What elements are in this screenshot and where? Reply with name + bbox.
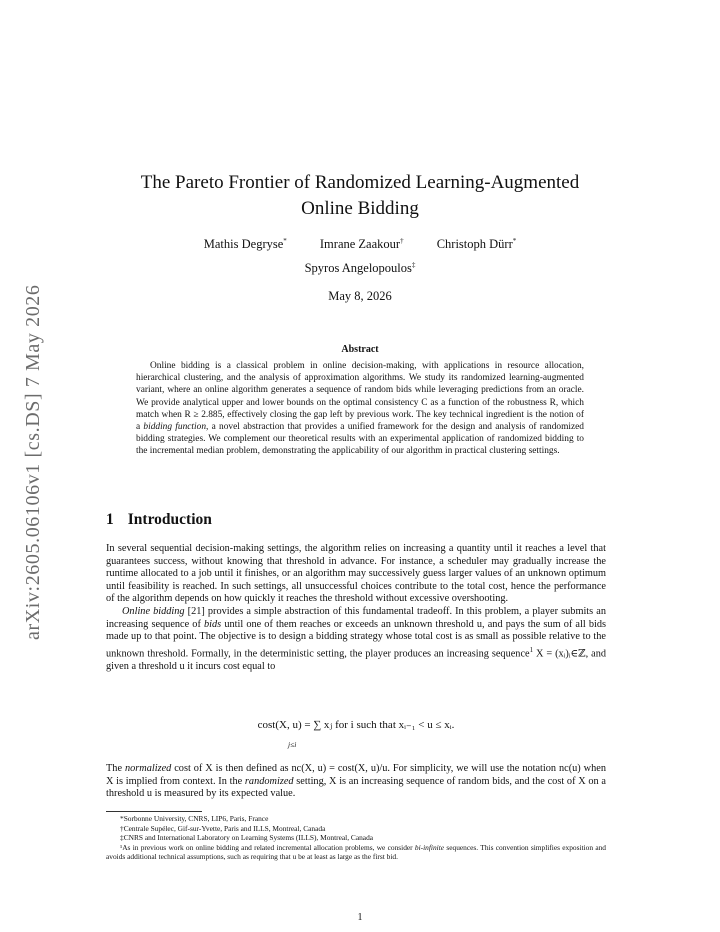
author-3: Christoph Dürr* <box>436 237 517 252</box>
abstract-text: Online bidding is a classical problem in online decision-making, with applications in resource allocation, hierarchical clustering, and the analysis of approximation algorithms. We study its randomized learning-augmented variant, where an online algorithm generates a sequence of random bids while leveraging predictions from an oracle. We provide analytical upper and lower bounds on the optimal consistency C as a function of the robustness R, which match when R ≥ 2.885, effectively closing the gap left by previous work. The key technical ingredient is the notion of a bidding function, a novel abstraction that provides a unified framework for the design and analysis of randomized bidding strategies. We complement our theoretical results with an experimental application of randomized bidding to the incremental median problem, demonstrating the applicability of our algorithm in practical clustering settings. <box>136 361 584 457</box>
footnote-affiliation-2: †Centrale Supélec, Gif-sur-Yvette, Paris and ILLS, Montreal, Canada <box>120 823 326 833</box>
paper-date: May 8, 2026 <box>328 289 392 303</box>
footnote-affiliation-3: ‡CNRS and International Laboratory on Learning Systems (ILLS), Montreal, Canada <box>120 833 374 843</box>
author-1: Mathis Degryse* <box>203 237 287 252</box>
equation-subscript: j≤i <box>288 740 297 749</box>
title-line-2: Online Bidding <box>301 198 419 219</box>
author-row-1 <box>100 237 620 252</box>
page-number: 1 <box>357 912 363 923</box>
title-line-1: The Pareto Frontier of Randomized Learning-Augmented <box>140 172 580 193</box>
footnote-1: ¹As in previous work on online bidding and related incremental allocation problems, we consider bi-infinite sequences. This convention simplifies exposition and avoids additional technical assumptions, such as requiring that u be at least as large as the first bid. <box>106 842 606 862</box>
section-heading <box>106 511 212 529</box>
footnotes <box>106 814 606 862</box>
author-2: Imrane Zaakour† <box>319 237 404 252</box>
footnote-affiliation-1: *Sorbonne University, CNRS, LIP6, Paris, France <box>120 814 269 823</box>
footnote-rule <box>106 811 202 812</box>
intro-body <box>106 543 606 673</box>
author-4: Spyros Angelopoulos‡ <box>304 261 416 276</box>
section-number: 1 <box>106 511 114 528</box>
author-row-2 <box>100 261 620 276</box>
paper-title <box>100 170 620 222</box>
cost-equation: cost(X, u) = ∑ xⱼ for i such that xᵢ₋₁ < u ≤ xᵢ. <box>257 719 455 731</box>
abstract-heading: Abstract <box>341 344 379 355</box>
arxiv-identifier: arXiv:2605.06106v1 [cs.DS] 7 May 2026 <box>22 284 44 640</box>
paragraph-2: Online bidding [21] provides a simple abstraction of this fundamental tradeoff. In this problem, a player submits an increasing sequence of bids until one of them reaches or exceeds an unknown threshold u, and pays the sum of all bids made up to that point. The objective is to design a bidding strategy whose total cost is as small as possible relative to the unknown threshold. Formally, in the deterministic setting, the player produces an increasing sequence$^1$ X = (xᵢ)ᵢ∈ℤ, and given a threshold u it incurs cost equal to <box>106 605 606 672</box>
paragraph-3: The normalized cost of X is then defined as nc(X, u) = cost(X, u)/u. For simplicity, we will use the notation nc(u) when X is implied from context. In the randomized setting, X is an increasing sequence of random bids, and the cost of X on a threshold u is measured by its expected value. <box>106 763 606 800</box>
paragraph-1: In several sequential decision-making settings, the algorithm relies on increasing a quantity until it reaches a level that guarantees success, without knowing that threshold in advance. For instance, a scheduler may gradually increase the runtime allocated to a job until it finishes, or an algorithm may successively guess larger values of an unknown optimum until feasibility is reached. In such settings, all unsuccessful choices contribute to the total cost, hence the performance of the algorithm depends on how quickly it reaches the threshold without excessive overshooting. <box>106 543 606 605</box>
section-title: Introduction <box>127 511 212 528</box>
